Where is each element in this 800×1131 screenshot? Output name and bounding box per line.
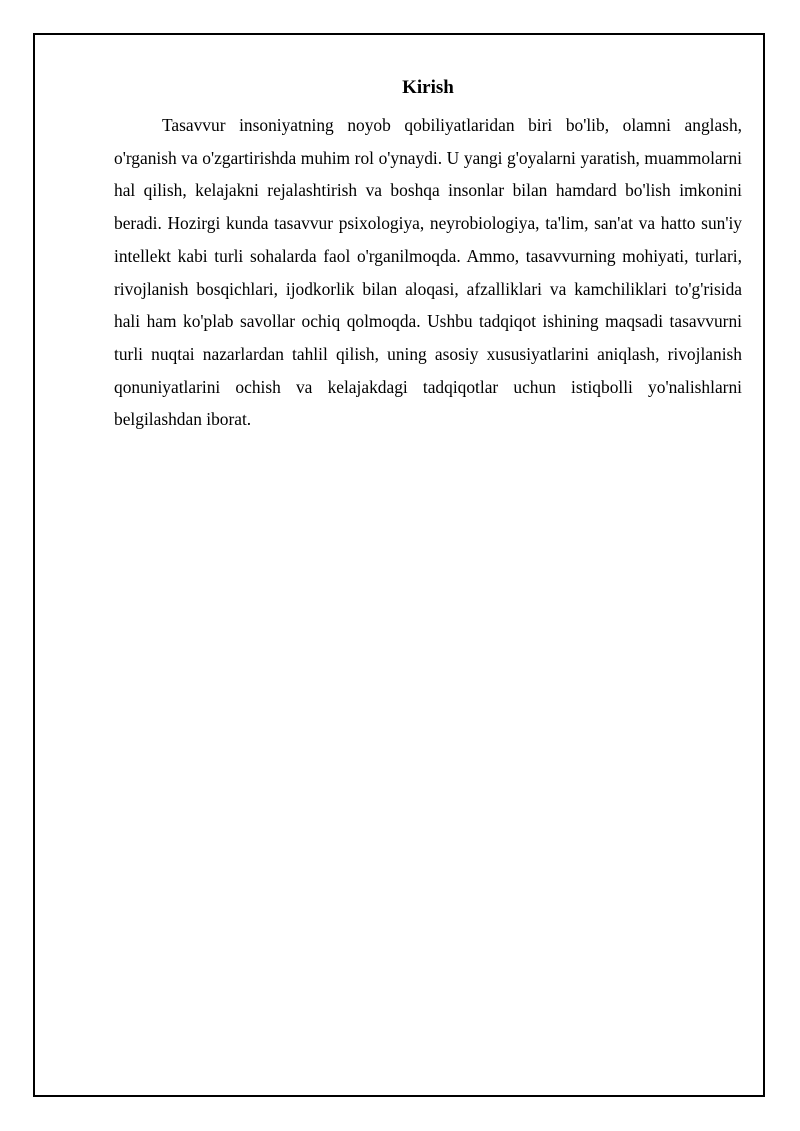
body-paragraph: Tasavvur insoniyatning noyob qobiliyatlaridan biri bo'lib, olamni anglash, o'rganish va o'zgartirishda muhim rol o'ynaydi. U yangi g'oyalarni yaratish, muammolarni hal qilish, kelajakni rejalashtirish va boshqa insonlar bilan hamdard bo'lish imkonini beradi. Hozirgi kunda tasavvur psixologiya, neyrobiologiya, ta'lim, san'at va hatto sun'iy intellekt kabi turli sohalarda faol o'rganilmoqda. Ammo, tasavvurning mohiyati, turlari, rivojlanish bosqichlari, ijodkorlik bilan aloqasi, afzalliklari va kamchiliklari to'g'risida hali ham ko'plab savollar ochiq qolmoqda. Ushbu tadqiqot ishining maqsadi tasavvurni turli nuqtai nazarlardan tahlil qilish, uning asosiy xususiyatlarini aniqlash, rivojlanish qonuniyatlarini ochish va kelajakdagi tadqiqotlar uchun istiqbolli yo'nalishlarni belgilashdan iborat. xyxy=(114,115,742,430)
section-heading: Kirish xyxy=(402,77,454,98)
